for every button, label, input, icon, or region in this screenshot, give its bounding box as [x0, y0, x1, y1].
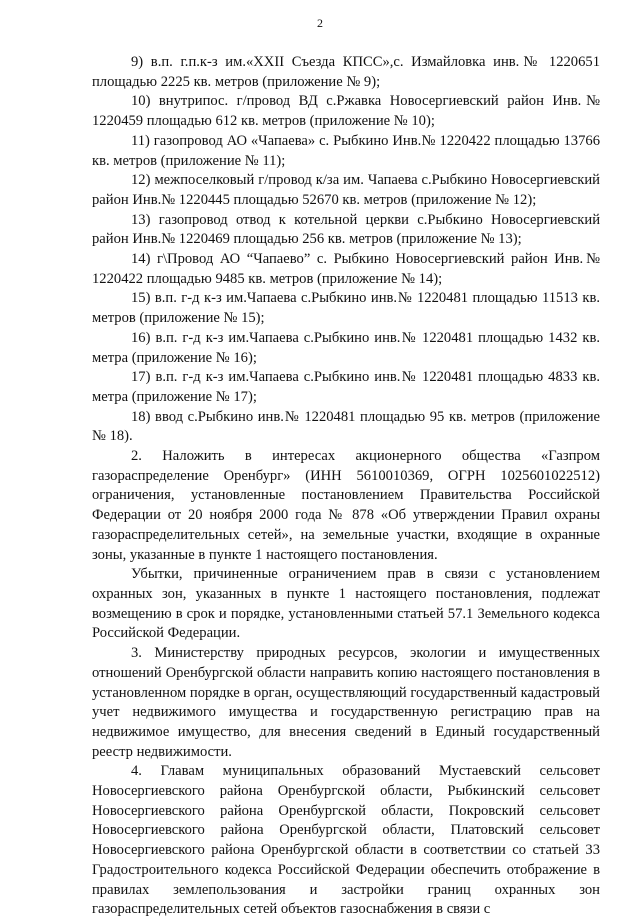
document-body	[92, 53, 600, 920]
list-item-15: 15) в.п. г-д к-з им.Чапаева с.Рыбкино инв.№ 1220481 площадью 11513 кв. метров (приложение № 15);	[92, 290, 600, 327]
page-number: 2	[317, 16, 323, 30]
list-item-17: 17) в.п. г-д к-з им.Чапаева с.Рыбкино инв.№ 1220481 площадью 4833 кв. метра (приложение № 17);	[92, 369, 600, 405]
clause-3-ministry: 3. Министерству природных ресурсов, экологии и имущественных отношений Оренбургской области направить копию настоящего постановления в установленном порядке в орган, осуществляющий государственный кадастровый учет недвижимого имущества и государственную регистрацию прав на недвижимое имущество, для внесения сведений в Единый государственный реестр недвижимости.	[92, 645, 600, 760]
list-item-11: 11) газопровод АО «Чапаева» с. Рыбкино Инв.№ 1220422 площадью 13766 кв. метров (приложение № 11);	[92, 132, 600, 169]
list-item-14: 14) г\Провод АО “Чапаево” с. Рыбкино Новосергиевский район Инв.№ 1220422 площадью 9485 кв. метров (приложение № 14);	[92, 251, 600, 287]
list-item-10: 10) внутрипос. г/провод ВД с.Ржавка Новосергиевский район Инв.№ 1220459 площадью 612 кв. метров (приложение № 10);	[92, 93, 600, 130]
list-item-16: 16) в.п. г-д к-з им.Чапаева с.Рыбкино инв.№ 1220481 площадью 1432 кв. метра (приложение № 16);	[92, 329, 600, 366]
clause-4-municipalities: 4. Главам муниципальных образований Мустаевский сельсовет Новосергиевского района Оренбургской области, Рыбкинский сельсовет Новосергиевского района Оренбургской области, Покровский сельсовет Новосергиевского района Оренбургской области, Платовский сельсовет Новосергиевского района Оренбургской области в соответствии со статьей 33 Градостроительного кодекса Российской Федерации обеспечить отображение в правилах землепользования и застройки границ охранных зон газораспределительных сетей объектов газоснабжения в связи с	[92, 763, 600, 918]
list-item-13: 13) газопровод отвод к котельной церкви с.Рыбкино Новосергиевский район Инв.№ 1220469 площадью 256 кв. метров (приложение № 13);	[92, 211, 600, 248]
clause-2-restrictions: 2. Наложить в интересах акционерного общества «Газпром газораспределение Оренбург» (ИНН 5610010369, ОГРН 1025601022512) ограничения, установленные постановлением Правительства Российской Федерации от 20 ноября 2000 года № 878 «Об утверждении Правил охраны газораспределительных сетей», на земельные участки, входящие в охранные зоны, указанные в пункте 1 настоящего постановления.	[92, 448, 600, 563]
list-item-9: 9) в.п. г.п.к-з им.«XXII Съезда КПСС»,с. Измайловка инв.№ 1220651 площадью 2225 кв. метров (приложение № 9);	[92, 54, 600, 90]
clause-2-damages: Убытки, причиненные ограничением прав в связи с установлением охранных зон, указанных в пункте 1 настоящего постановления, подлежат возмещению в срок и порядке, установленными статьей 57.1 Земельного кодекса Российской Федерации.	[92, 566, 600, 642]
list-item-18: 18) ввод с.Рыбкино инв.№ 1220481 площадью 95 кв. метров (приложение № 18).	[92, 408, 600, 445]
list-item-12: 12) межпоселковый г/провод к/за им. Чапаева с.Рыбкино Новосергиевский район Инв.№ 1220445 площадью 52670 кв. метров (приложение № 12);	[92, 172, 600, 208]
